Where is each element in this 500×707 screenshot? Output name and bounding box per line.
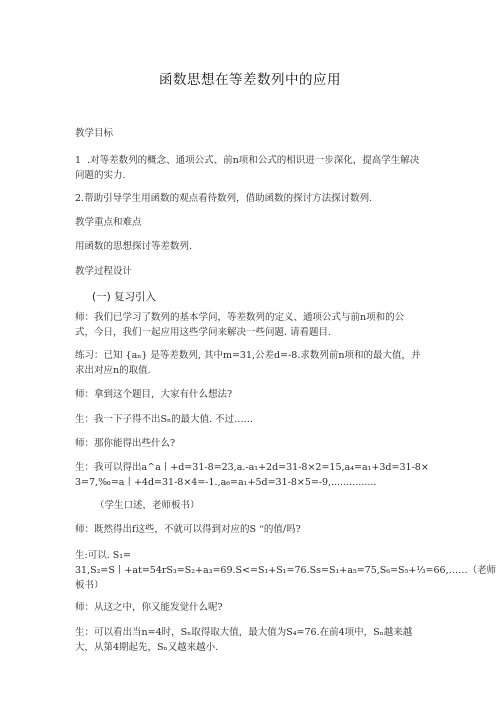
goal-1-paragraph — [75, 153, 435, 183]
teacher-paragraph-5: 师：从这之中，你又能发觉什么呢? — [75, 602, 223, 613]
heading-review-intro: (一) 复习引入 — [92, 291, 157, 303]
teacher-paragraph-2: 师：拿到这个题目，大家有什么想法? — [75, 389, 233, 400]
student-2-line-1: 生：我可以得出a^a丨+d=31-8=23,a.-a₁+2d=31-8×2=15,a₄=a₁+3d=31-8× — [75, 462, 429, 473]
student-4-line-1: 生：可以看出当n=4时，Sₙ取得取大值，最大值为S₄=76.在前4项中，Sₙ越来越 — [75, 627, 413, 638]
section-teaching-goals: 教学目标 — [75, 128, 114, 139]
goal-1-line-2: 问题的实力. — [75, 170, 126, 181]
student-4-line-2: 大，从第4期起先，Sₙ又越来越小. — [75, 642, 219, 653]
student-3-line-1: 生:可以. S₁= — [75, 550, 132, 561]
student-paragraph-2 — [75, 460, 435, 490]
exercise-line-2: 求出对应n的取值. — [75, 365, 151, 376]
student-3-line-2: 31,S₂=S丨+at=54rS₃=S₂+a₃=69.S<=S₁+S₁=76.Ss=S₁+a₅=75,S₆=S₅+⅓=66,……（老师 — [75, 565, 497, 576]
student-paragraph-4 — [75, 625, 435, 655]
student-paragraph-1: 生：我一下子得不出Sₙ的最大值. 不过…… — [75, 414, 254, 425]
document-title: 函数思想在等差数列中的应用 — [159, 72, 341, 88]
teacher-paragraph-3: 师：那你能得出些什么? — [75, 438, 176, 449]
section-teaching-process: 教学过程设计 — [75, 266, 133, 277]
teacher-paragraph-1 — [75, 310, 435, 340]
student-2-line-2: 3=7,‰=a丨+4d=31-8×4=-1.,a₆=a₁+5d=31-8×5=-9,............... — [75, 477, 377, 488]
teacher-paragraph-4: 师：既然得出f这些，不就可以得到对应的S “的值/吗? — [75, 524, 301, 535]
student-paragraph-3 — [75, 548, 497, 593]
goal-2-paragraph: 2.帮助引导学生用函数的观点看待数列，借助函数的探讨方法探讨数列. — [75, 193, 373, 204]
teacher-1-line-2: 式，今日，我们一起应用这些学问来解决一些问题. 请看题目. — [75, 327, 332, 338]
goal-1-line-1: 1 .对等差数列的概念、通项公式、前n项和公式的相识进一步深化，提高学生解决 — [75, 155, 420, 166]
teacher-1-line-1: 师：我们已学习了数列的基本学问，等差数列的定义、通项公式与前n项和的公 — [75, 312, 405, 323]
section-key-points: 教学重点和难点 — [75, 217, 142, 228]
note-oral-board: （学生口述，老师板书） — [95, 500, 200, 511]
student-3-line-3: 板书） — [75, 580, 104, 591]
exercise-paragraph — [75, 348, 435, 378]
exercise-line-1: 练习：已知 {aₙ} 是等差数列, 其中m=31,公差d=-8.求数列前n项和的最大值，并 — [75, 350, 421, 361]
key-points-text: 用函数的思想探讨等差数列. — [75, 241, 193, 252]
